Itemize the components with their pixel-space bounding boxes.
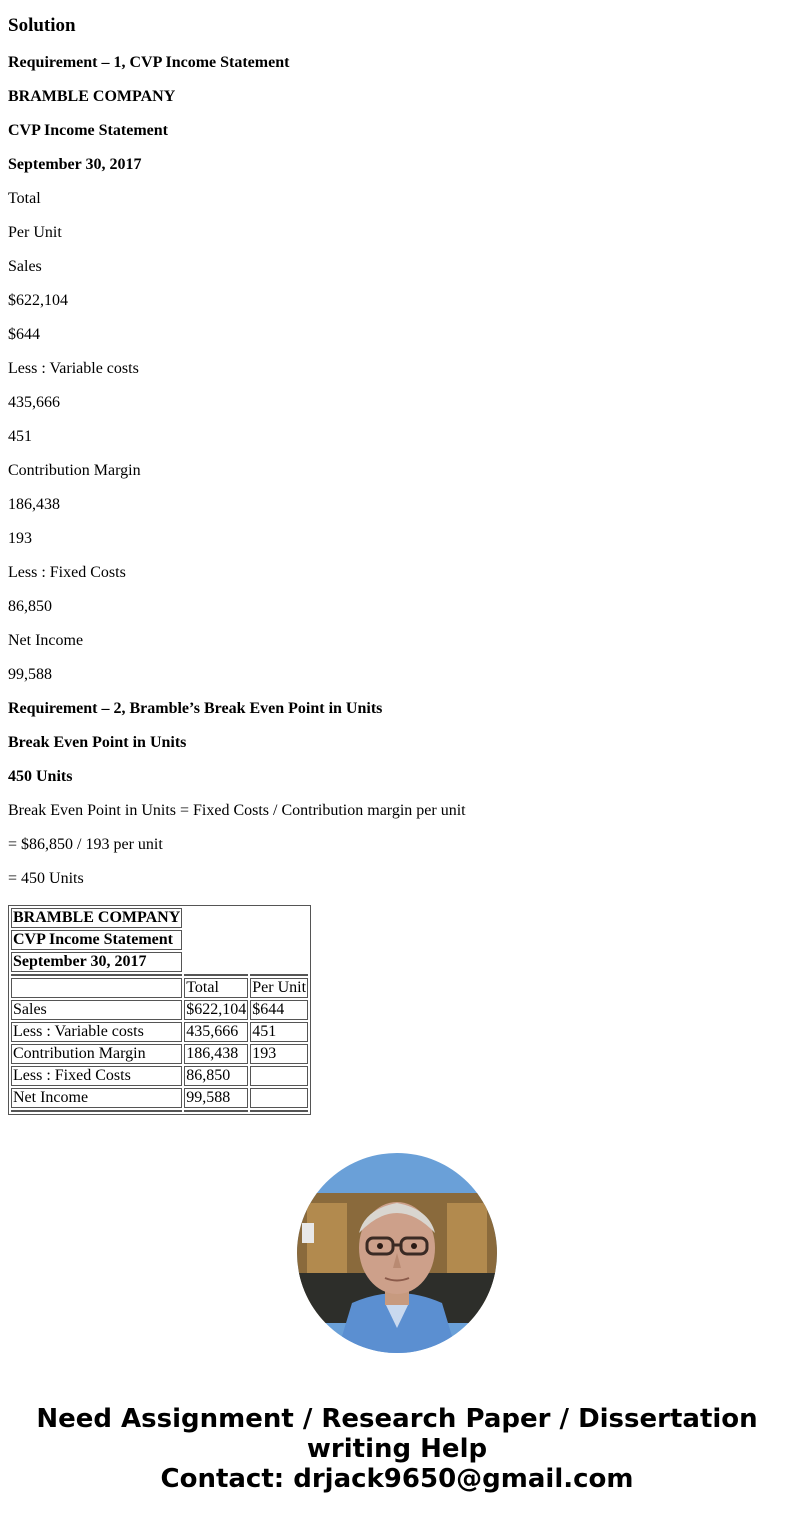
- table-cell: Sales: [11, 1000, 182, 1020]
- text-line: Break Even Point in Units = Fixed Costs / Contribution margin per unit: [8, 802, 466, 819]
- table-header-cell: Per Unit: [252, 979, 307, 996]
- portrait-image: [297, 1153, 497, 1353]
- text-line: Less : Fixed Costs: [8, 564, 126, 581]
- promo-banner: [0, 1404, 794, 1494]
- table-cell: $644: [250, 1000, 308, 1020]
- table-row: [11, 1044, 308, 1064]
- table-header-cell: [11, 978, 182, 998]
- table-title-row: [11, 908, 308, 928]
- table-cell: 451: [250, 1022, 308, 1042]
- text-line: 450 Units: [8, 768, 73, 785]
- table-cell: 435,666: [184, 1022, 248, 1042]
- table-date-cell: September 30, 2017: [11, 952, 182, 972]
- text-line: BRAMBLE COMPANY: [8, 88, 176, 105]
- table-row: [11, 1066, 308, 1086]
- table-cell: $622,104: [186, 1001, 247, 1018]
- text-line: 193: [8, 530, 32, 547]
- table-header-cell: Total: [184, 978, 248, 998]
- text-line: 451: [8, 428, 32, 445]
- table-row: [11, 1000, 308, 1020]
- solution-heading: Solution: [8, 15, 76, 36]
- text-line: Total: [8, 190, 41, 207]
- table-header-row: [11, 978, 308, 998]
- table-company-cell: BRAMBLE COMPANY: [13, 909, 181, 926]
- text-line: Requirement – 1, CVP Income Statement: [8, 54, 290, 71]
- author-avatar: [297, 1153, 497, 1353]
- table-separator-row: [11, 974, 308, 976]
- promo-line: Need Assignment / Research Paper / Dissertation: [36, 1404, 758, 1434]
- text-line: September 30, 2017: [8, 156, 142, 173]
- table-cell: 193: [250, 1044, 308, 1064]
- text-line: Sales: [8, 258, 42, 275]
- table-row: [11, 1088, 308, 1108]
- text-line: Contribution Margin: [8, 462, 141, 479]
- text-line: $622,104: [8, 292, 68, 309]
- promo-line: writing Help: [306, 1434, 488, 1464]
- cvp-income-statement-table: [8, 905, 311, 1115]
- table-cell: Net Income: [11, 1088, 182, 1108]
- text-line: Requirement – 2, Bramble’s Break Even Point in Units: [8, 700, 383, 717]
- text-line: 435,666: [8, 394, 60, 411]
- table-row: [11, 1022, 308, 1042]
- table-cell: 99,588: [184, 1088, 248, 1108]
- table-title-row: [11, 952, 308, 972]
- table-cell: 186,438: [184, 1044, 248, 1064]
- table-cell: [250, 1088, 308, 1108]
- table-title-row: [11, 930, 308, 950]
- solution-text-lines: [8, 52, 466, 902]
- text-line: Less : Variable costs: [8, 360, 139, 377]
- text-line: CVP Income Statement: [8, 122, 168, 139]
- table-cell: [250, 1066, 308, 1086]
- table-cell: 86,850: [184, 1066, 248, 1086]
- text-line: Per Unit: [8, 224, 62, 241]
- table-cell: Less : Fixed Costs: [11, 1066, 182, 1086]
- text-line: = $86,850 / 193 per unit: [8, 836, 163, 853]
- table-cell: Contribution Margin: [11, 1044, 182, 1064]
- text-line: $644: [8, 326, 40, 343]
- text-line: = 450 Units: [8, 870, 84, 887]
- text-line: Net Income: [8, 632, 84, 649]
- promo-contact: Contact: drjack9650@gmail.com: [160, 1464, 634, 1494]
- table-statement-cell: CVP Income Statement: [11, 930, 182, 950]
- text-line: 86,850: [8, 598, 52, 615]
- table-separator-row: [11, 1110, 308, 1112]
- text-line: 99,588: [8, 666, 52, 683]
- table-cell: Less : Variable costs: [11, 1022, 182, 1042]
- text-line: Break Even Point in Units: [8, 734, 187, 751]
- text-line: 186,438: [8, 496, 60, 513]
